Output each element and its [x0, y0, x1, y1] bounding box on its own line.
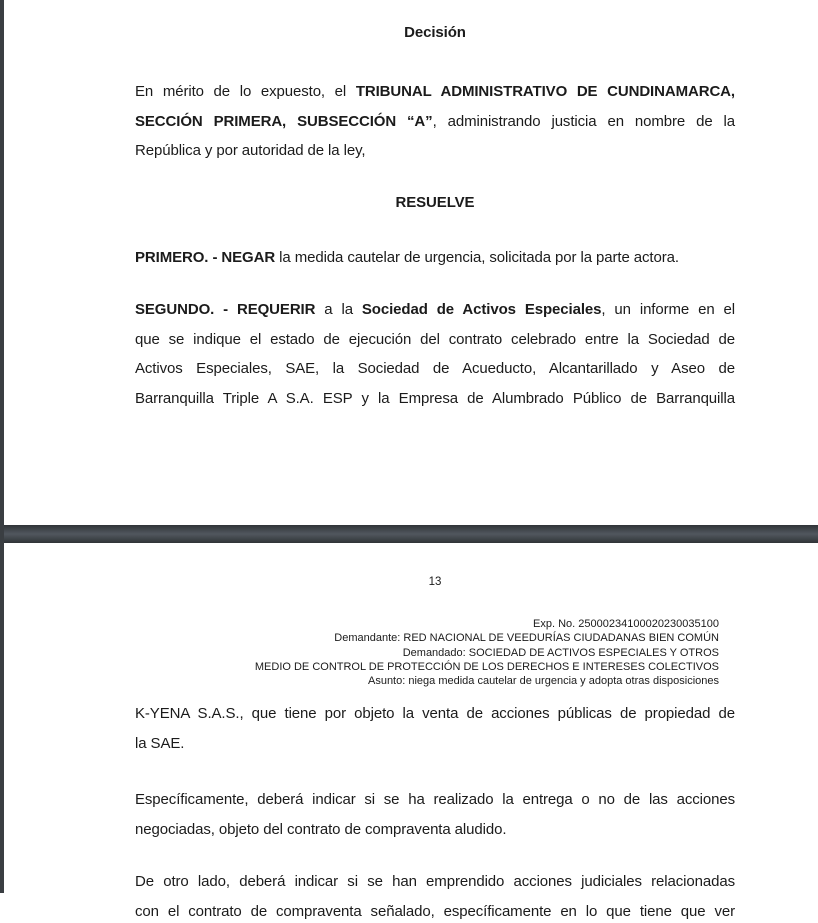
text-line	[135, 295, 735, 325]
text-segment: que se indique el estado de ejecución del contrato celebrado entre la Sociedad de	[135, 330, 735, 348]
text-line	[135, 867, 735, 897]
text-segment: negociadas, objeto del contrato de compraventa aludido.	[135, 820, 507, 838]
bold-text-segment: SECCIÓN PRIMERA, SUBSECCIÓN “A”	[135, 112, 433, 130]
text-segment: República y por autoridad de la ley,	[135, 142, 366, 159]
text-line	[135, 325, 735, 355]
case-header-exp-no: Exp. No. 25000234100020230035100	[533, 618, 719, 630]
text-segment: la SAE.	[135, 734, 185, 752]
primero-paragraph	[135, 243, 735, 273]
text-line	[135, 897, 735, 923]
text-segment: con el contrato de compraventa señalado, específicamente en lo que tiene que ver	[135, 902, 735, 920]
bold-text-segment: SEGUNDO. - REQUERIR	[135, 301, 316, 318]
page-left-edge	[0, 0, 4, 893]
text-segment: En mérito de lo expuesto, el	[135, 83, 356, 100]
text-line	[135, 243, 735, 273]
intro-paragraph	[135, 77, 735, 166]
case-header	[135, 617, 719, 688]
text-segment: , un informe en el	[601, 301, 735, 318]
text-line	[135, 815, 735, 845]
especificamente-paragraph	[135, 785, 735, 844]
text-segment: a la	[315, 301, 362, 318]
text-line	[135, 699, 735, 729]
text-line	[135, 729, 735, 759]
case-header-demandado: Demandado: SOCIEDAD DE ACTIVOS ESPECIALES Y OTROS	[402, 646, 719, 659]
kyena-paragraph	[135, 699, 735, 758]
text-line	[135, 354, 735, 384]
text-segment: Activos Especiales, SAE, la Sociedad de Acueducto, Alcantarillado y Aseo de	[135, 360, 735, 377]
text-segment: la medida cautelar de urgencia, solicitada por la parte actora.	[275, 249, 679, 266]
text-segment: K-YENA S.A.S., que tiene por objeto la venta de acciones públicas de propiedad de	[135, 705, 735, 722]
text-line	[135, 384, 735, 414]
page-number: 13	[428, 576, 442, 588]
bold-text-segment: Sociedad de Activos Especiales	[361, 301, 602, 318]
page-divider	[0, 525, 818, 543]
de-otro-lado-paragraph	[135, 867, 735, 923]
decision-heading: Decisión	[404, 24, 466, 41]
text-line	[135, 785, 735, 815]
text-segment: Específicamente, deberá indicar si se ha realizado la entrega o no de las acciones	[135, 791, 735, 808]
case-header-asunto: Asunto: niega medida cautelar de urgencia y adopta otras disposiciones	[367, 675, 719, 688]
text-segment: De otro lado, deberá indicar si se han emprendido acciones judiciales relacionadas	[135, 873, 735, 890]
text-line	[135, 136, 735, 166]
segundo-paragraph	[135, 295, 735, 413]
text-line	[135, 107, 735, 137]
resuelve-heading: RESUELVE	[395, 194, 475, 211]
text-line	[135, 77, 735, 107]
bold-text-segment: TRIBUNAL ADMINISTRATIVO DE CUNDINAMARCA,	[355, 83, 735, 100]
text-segment: Barranquilla Triple A S.A. ESP y la Empresa de Alumbrado Público de Barranquilla	[135, 389, 735, 407]
case-header-medio-de-control: MEDIO DE CONTROL DE PROTECCIÓN DE LOS DERECHOS E INTERESES COLECTIVOS	[254, 660, 719, 673]
text-segment: , administrando justicia en nombre de la	[432, 112, 735, 130]
case-header-demandante: Demandante: RED NACIONAL DE VEEDURÍAS CIUDADANAS BIEN COMÚN	[334, 632, 719, 645]
bold-text-segment: PRIMERO. - NEGAR	[135, 249, 276, 266]
